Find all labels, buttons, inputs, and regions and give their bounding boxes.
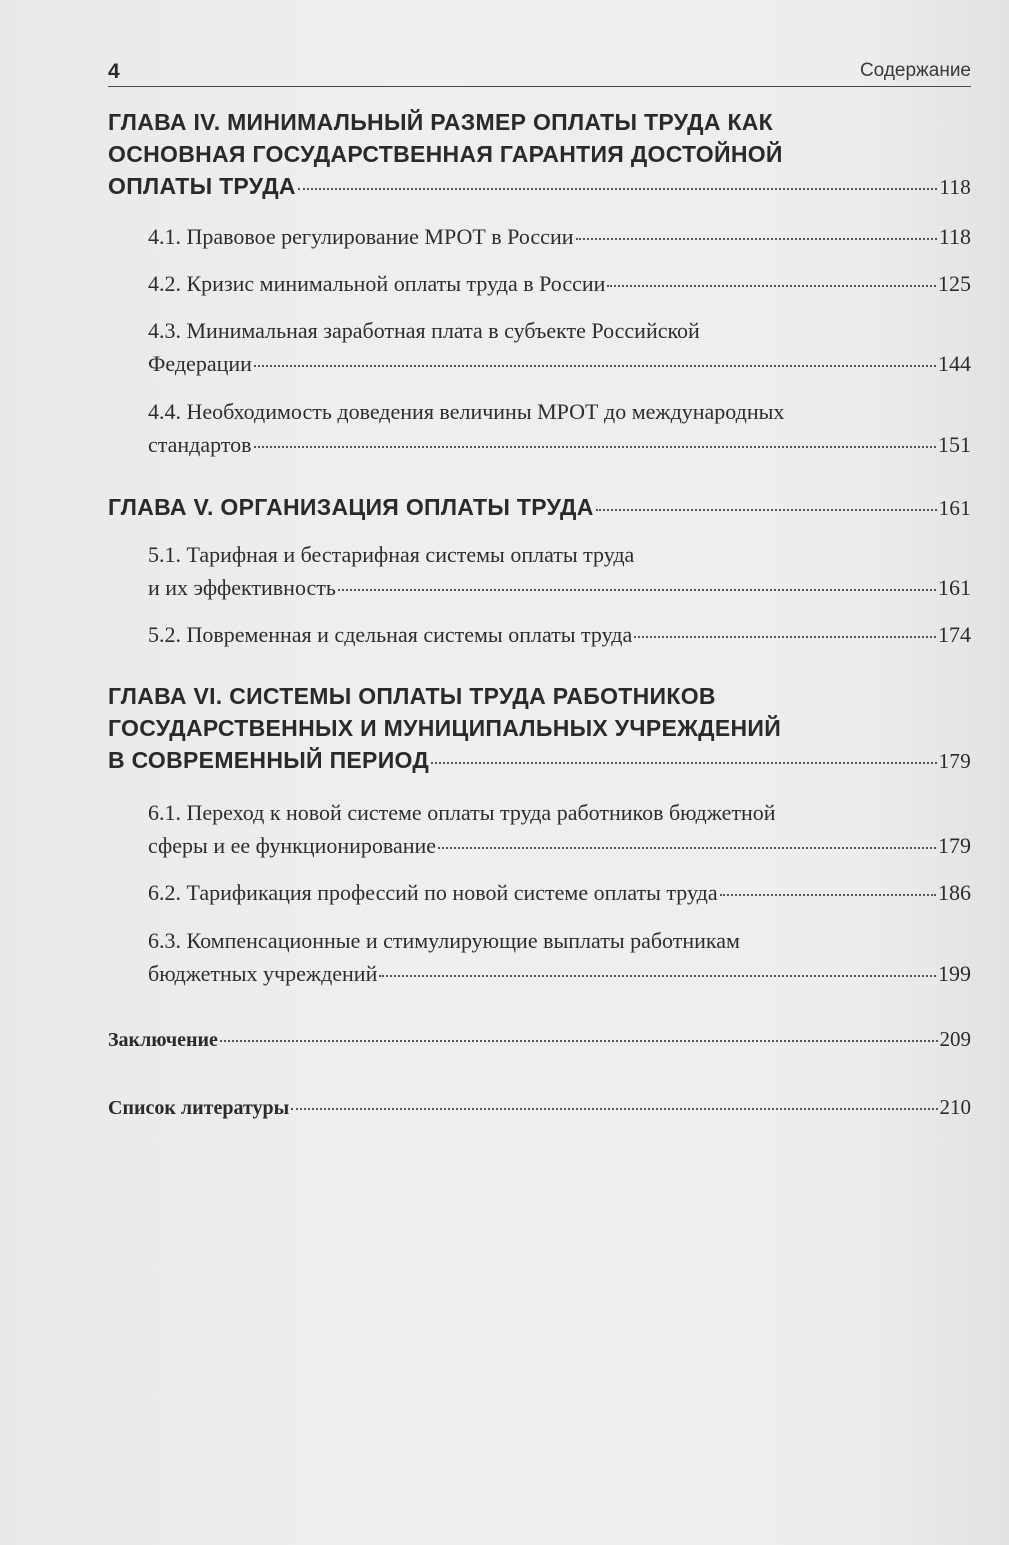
section-title: 6.2. Тарификация профессий по новой системе оплаты труда	[148, 880, 718, 905]
section-title: 4.3. Минимальная заработная плата в субъекте Российской	[148, 318, 700, 343]
page-ref: 118	[939, 175, 971, 199]
page-ref: 161	[938, 575, 971, 600]
page-ref: 186	[938, 880, 971, 905]
toc-conclusion[interactable]	[108, 1024, 971, 1055]
toc-chapter-6[interactable]	[108, 680, 971, 777]
chapter-title-line: ГЛАВА IV. МИНИМАЛЬНЫЙ РАЗМЕР ОПЛАТЫ ТРУДА КАК	[108, 109, 774, 135]
toc-section-4-4[interactable]	[148, 395, 971, 461]
page-ref: 151	[938, 432, 971, 457]
leader-dots	[298, 188, 938, 190]
section-title: 4.4. Необходимость доведения величины МРОТ до международных	[148, 399, 785, 424]
section-title: 4.2. Кризис минимальной оплаты труда в России	[148, 271, 606, 296]
chapter-title-line: ОПЛАТЫ ТРУДА	[108, 173, 296, 199]
leader-dots	[220, 1040, 938, 1042]
leader-dots	[379, 975, 936, 977]
chapter-title-line: ГОСУДАРСТВЕННЫХ И МУНИЦИПАЛЬНЫХ УЧРЕЖДЕНИЙ	[108, 715, 782, 741]
toc-section-4-2[interactable]	[148, 267, 971, 300]
section-title: 5.1. Тарифная и бестарифная системы оплаты труда	[148, 542, 635, 567]
toc-chapter-4[interactable]	[108, 106, 971, 203]
chapter-title-line: ГЛАВА VI. СИСТЕМЫ ОПЛАТЫ ТРУДА РАБОТНИКОВ	[108, 683, 716, 709]
leader-dots	[291, 1108, 937, 1110]
section-title: и их эффективность	[148, 575, 336, 600]
toc-section-5-2[interactable]	[148, 618, 971, 651]
page-ref: 179	[938, 833, 971, 858]
leader-dots	[254, 446, 936, 448]
leader-dots	[254, 365, 936, 367]
leader-dots	[431, 762, 937, 764]
leader-dots	[596, 509, 937, 511]
leader-dots	[720, 894, 936, 896]
page-ref: 179	[938, 749, 971, 773]
leader-dots	[438, 847, 936, 849]
toc-section-6-1[interactable]	[148, 796, 971, 862]
toc-bibliography[interactable]	[108, 1092, 971, 1123]
toc-chapter-5[interactable]	[108, 491, 971, 524]
page-ref: 199	[938, 961, 971, 986]
page-number: 4	[108, 60, 120, 83]
leader-dots	[576, 238, 937, 240]
page-header	[108, 58, 971, 87]
page-ref: 144	[938, 351, 971, 376]
entry-title: Заключение	[108, 1029, 218, 1051]
toc-section-5-1[interactable]	[148, 538, 971, 604]
section-title: 5.2. Повременная и сдельная системы оплаты труда	[148, 622, 633, 647]
toc-section-4-3[interactable]	[148, 314, 971, 380]
toc-section-6-2[interactable]	[148, 876, 971, 909]
page-ref: 125	[938, 271, 971, 296]
section-title: сферы и ее функционирование	[148, 833, 437, 858]
toc-section-4-1[interactable]	[148, 220, 971, 253]
leader-dots	[634, 636, 936, 638]
leader-dots	[338, 589, 936, 591]
page-ref: 161	[938, 496, 971, 520]
page-ref: 209	[939, 1027, 971, 1051]
page-ref: 210	[939, 1095, 971, 1119]
leader-dots	[607, 285, 936, 287]
section-title: Федерации	[148, 351, 252, 376]
section-title: 4.1. Правовое регулирование МРОТ в России	[148, 224, 574, 249]
page-ref: 118	[938, 224, 971, 249]
section-title: 6.3. Компенсационные и стимулирующие выплаты работникам	[148, 928, 740, 953]
entry-title: Список литературы	[108, 1097, 290, 1119]
chapter-title-line: В СОВРЕМЕННЫЙ ПЕРИОД	[108, 747, 430, 773]
toc-section-6-3[interactable]	[148, 924, 971, 990]
section-title: 6.1. Переход к новой системе оплаты труда работников бюджетной	[148, 800, 776, 825]
chapter-title-line: ОСНОВНАЯ ГОСУДАРСТВЕННАЯ ГАРАНТИЯ ДОСТОЙНОЙ	[108, 141, 783, 167]
section-title: бюджетных учреждений	[148, 961, 378, 986]
chapter-title-line: ГЛАВА V. ОРГАНИЗАЦИЯ ОПЛАТЫ ТРУДА	[108, 494, 594, 520]
page-ref: 174	[938, 622, 971, 647]
section-title: стандартов	[148, 432, 252, 457]
running-title: Содержание	[859, 60, 971, 81]
